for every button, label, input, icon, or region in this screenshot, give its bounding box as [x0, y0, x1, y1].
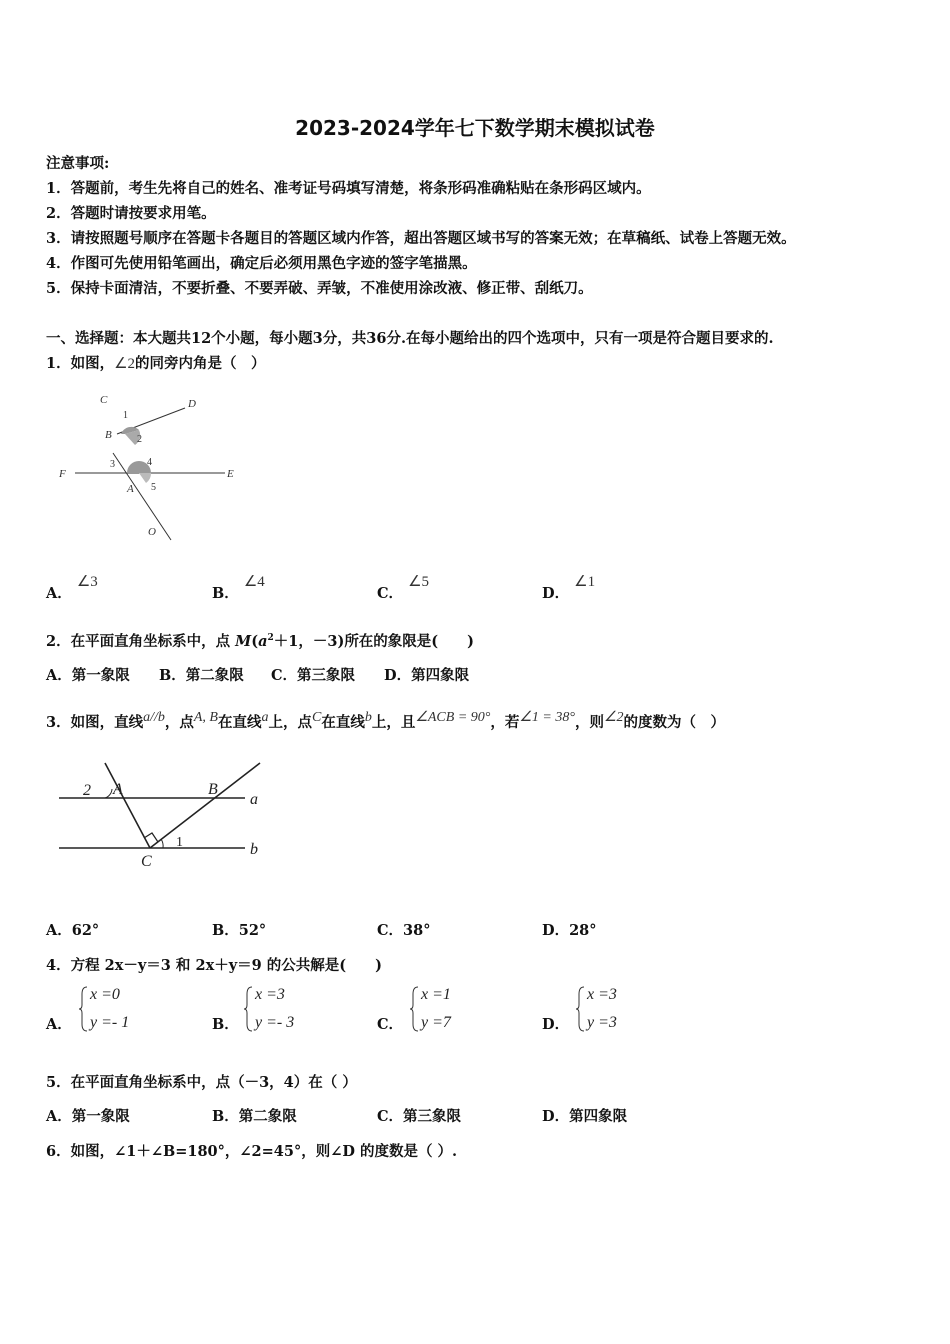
label-b: b	[250, 841, 258, 858]
q1-angle: ∠2	[114, 356, 136, 372]
label-A: A	[113, 781, 123, 798]
q1-option-c[interactable]	[377, 574, 430, 603]
q3-option-c[interactable]: C．38°	[377, 922, 431, 939]
question-6: 6．如图，∠1＋∠B=180°，∠2=45°，则∠D 的度数是（ ）.	[46, 1143, 458, 1160]
q3-text: ，则	[574, 714, 604, 731]
q3-math: ∠2	[603, 710, 624, 725]
option-value: ∠3	[76, 574, 98, 590]
q4-option-b-system[interactable]	[243, 986, 333, 1032]
label-2: 2	[83, 782, 91, 799]
equation-1: x =1	[421, 986, 451, 1003]
q3-text: 在直线	[217, 714, 262, 731]
angle-2-arc	[105, 789, 112, 798]
q3-math: A, B	[193, 710, 218, 725]
q3-math: a	[261, 710, 269, 725]
equation-1: x =3	[587, 986, 617, 1003]
equation-2: y =7	[421, 1014, 451, 1031]
label-1: 1	[123, 410, 128, 421]
q2-math-open: (	[251, 633, 259, 650]
brace-icon	[78, 986, 88, 1032]
q5-option-a[interactable]: A．第一象限	[46, 1108, 130, 1125]
q2-option-b[interactable]: B．第二象限	[159, 667, 244, 684]
notice-heading: 注意事项:	[46, 155, 110, 172]
equation-2: y =- 1	[90, 1014, 130, 1031]
segment-cb	[150, 763, 260, 848]
question-4: 4．方程 2x－y＝3 和 2x＋y＝9 的公共解是( )	[46, 957, 382, 974]
angle-1-arc	[161, 839, 163, 848]
question-5: 5．在平面直角坐标系中，点（－3，4）在（ ）	[46, 1074, 357, 1091]
option-value: ∠4	[243, 574, 265, 590]
label-2: 2	[137, 434, 142, 445]
q1-figure	[55, 390, 245, 545]
option-letter: A．	[46, 585, 72, 602]
q3-math: b	[364, 710, 372, 725]
q3-math: C	[311, 710, 322, 725]
option-letter: C．	[377, 585, 404, 602]
brace-icon	[409, 986, 419, 1032]
q3-math: ∠ACB = 90°	[415, 710, 491, 725]
q3-text: ，若	[490, 714, 520, 731]
equation-2: y =- 3	[255, 1014, 295, 1031]
q3-text: 上，点	[268, 714, 312, 731]
notice-item: 2．答题时请按要求用笔。	[46, 205, 216, 222]
label-1: 1	[176, 835, 183, 850]
label-D: D	[188, 398, 196, 410]
q2-post: 所在的象限是( )	[344, 633, 475, 650]
label-B: B	[105, 429, 112, 441]
q4-option-b-letter[interactable]: B．	[212, 1016, 239, 1033]
q2-pre: 2．在平面直角坐标系中，点	[46, 633, 231, 650]
q3-text: ，点	[164, 714, 194, 731]
q4-option-d-system[interactable]	[575, 986, 665, 1032]
q5-option-d[interactable]: D．第四象限	[542, 1108, 628, 1125]
q1-option-d[interactable]	[542, 574, 596, 603]
label-E: E	[227, 468, 234, 480]
q2-math-a: a	[258, 633, 268, 650]
equation-2: y =3	[587, 1014, 617, 1031]
label-C: C	[141, 853, 152, 870]
question-3	[46, 711, 725, 732]
q2-math-sup: 2	[267, 633, 274, 644]
q2-math-M: M	[235, 633, 252, 650]
label-B: B	[208, 781, 218, 798]
option-value: ∠5	[408, 574, 430, 590]
q3-math: ∠1 = 38°	[519, 710, 575, 725]
segment-ac	[105, 763, 150, 848]
q1-option-b[interactable]	[212, 574, 265, 603]
angle-5-arc	[139, 473, 151, 483]
label-O: O	[148, 526, 156, 538]
q3-text: 在直线	[321, 714, 365, 731]
brace-icon	[243, 986, 253, 1032]
q1-option-a[interactable]	[46, 574, 98, 603]
q4-option-c-letter[interactable]: C．	[377, 1016, 404, 1033]
label-a: a	[250, 791, 258, 808]
q4-option-a-letter[interactable]: A．	[46, 1016, 72, 1033]
q3-figure	[55, 758, 270, 873]
q5-option-b[interactable]: B．第二象限	[212, 1108, 297, 1125]
page-title: 2023-2024学年七下数学期末模拟试卷	[295, 116, 655, 140]
q2-option-c[interactable]: C．第三象限	[271, 667, 356, 684]
q2-option-d[interactable]: D．第四象限	[384, 667, 470, 684]
q4-option-c-system[interactable]	[409, 986, 499, 1032]
question-1	[46, 352, 266, 373]
q1-pre: 1．如图，	[46, 355, 115, 372]
label-C: C	[100, 394, 108, 406]
option-letter: D．	[542, 585, 570, 602]
q3-option-d[interactable]: D．28°	[542, 922, 597, 939]
question-2	[46, 630, 474, 651]
q2-option-a[interactable]: A．第一象限	[46, 667, 130, 684]
notice-item: 4．作图可先使用铅笔画出，确定后必须用黑色字迹的签字笔描黑。	[46, 255, 477, 272]
option-value: ∠1	[574, 574, 596, 590]
q3-text: 的度数为（ ）	[623, 714, 726, 731]
equation-1: x =3	[255, 986, 285, 1003]
equation-1: x =0	[90, 986, 120, 1003]
notice-item: 5．保持卡面清洁，不要折叠、不要弄破、弄皱，不准使用涂改液、修正带、刮纸刀。	[46, 280, 593, 297]
q5-option-c[interactable]: C．第三象限	[377, 1108, 462, 1125]
brace-icon	[575, 986, 585, 1032]
notice-item: 1．答题前，考生先将自己的姓名、准考证号码填写清楚，将条形码准确粘贴在条形码区域内。	[46, 180, 651, 197]
label-A: A	[127, 483, 134, 495]
q4-option-d-letter[interactable]: D．	[542, 1016, 570, 1033]
q3-math: a//b	[143, 710, 165, 725]
q4-option-a-system[interactable]	[78, 986, 168, 1032]
label-3: 3	[110, 459, 115, 470]
q3-option-a[interactable]: A．62°	[46, 922, 100, 939]
label-F: F	[59, 468, 66, 480]
q3-option-b[interactable]: B．52°	[212, 922, 267, 939]
notice-item: 3．请按照题号顺序在答题卡各题目的答题区域内作答，超出答题区域书写的答案无效；在草稿纸、试卷上答题无效。	[46, 230, 796, 247]
option-letter: B．	[212, 585, 239, 602]
label-4: 4	[147, 457, 152, 468]
q1-post: 的同旁内角是（ ）	[135, 355, 266, 372]
q3-text: 3．如图，直线	[46, 714, 144, 731]
q3-text: 上，且	[371, 714, 416, 731]
section-heading: 一、选择题：本大题共12个小题，每小题3分，共36分.在每小题给出的四个选项中，只有一项是符合题目要求的.	[46, 330, 774, 347]
label-5: 5	[151, 482, 156, 493]
q2-math-rest: ＋1，－3)	[273, 633, 345, 650]
